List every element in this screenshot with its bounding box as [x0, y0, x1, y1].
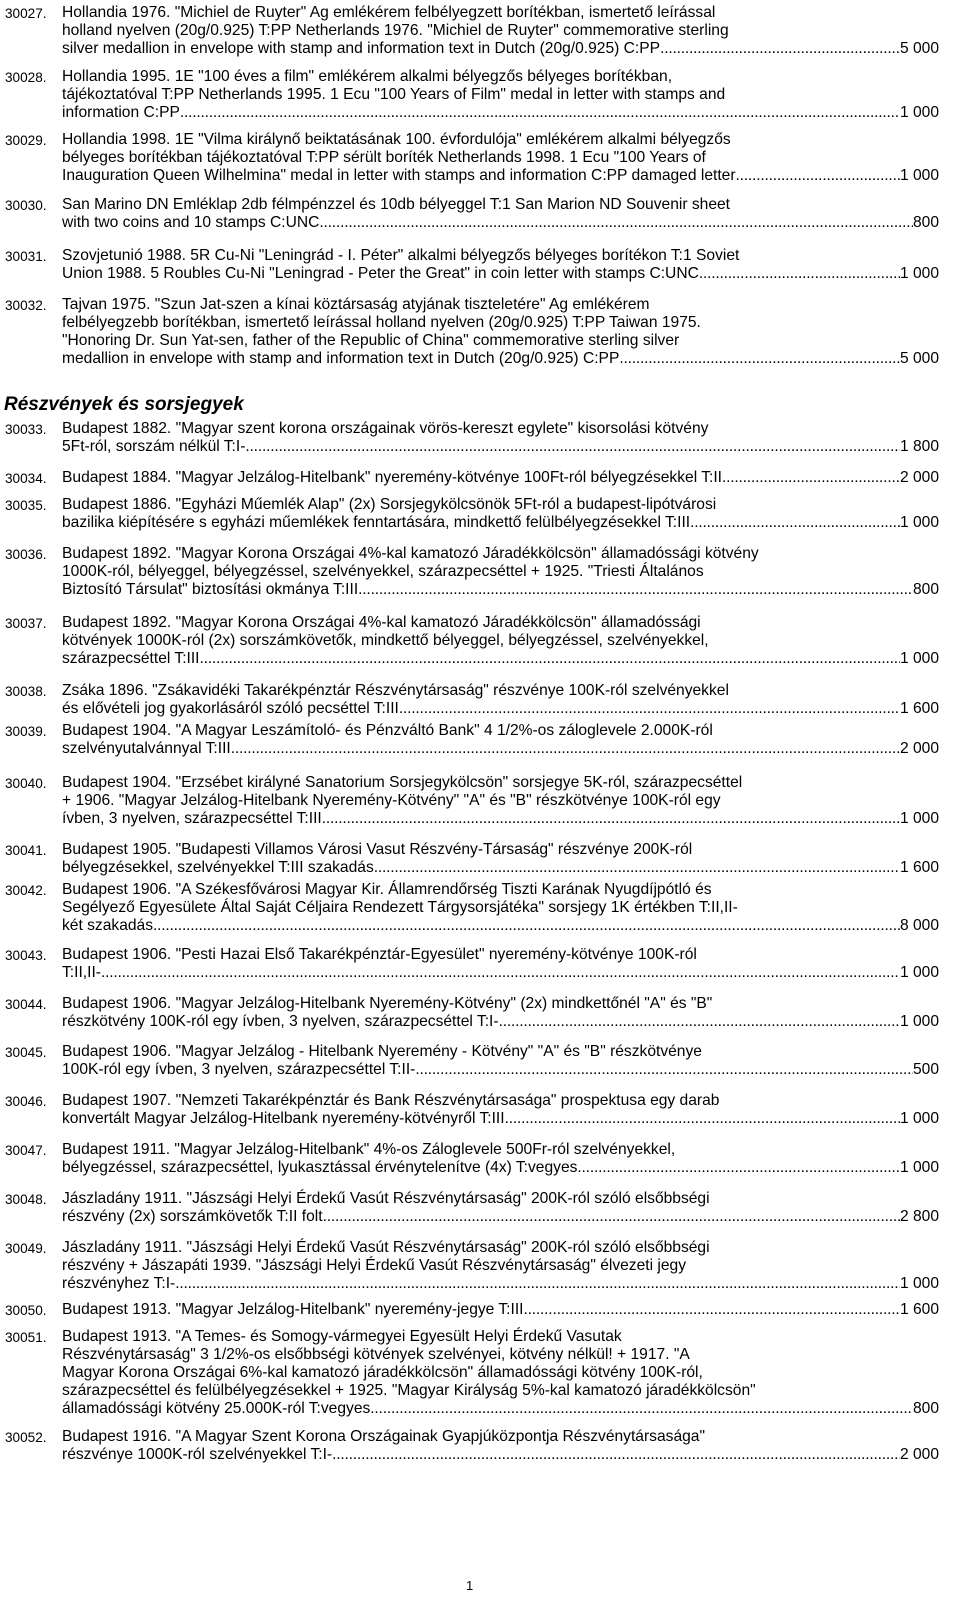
description-line	[62, 1061, 939, 1079]
lot-price: 1 000	[899, 1159, 939, 1176]
description-line	[62, 740, 939, 758]
description-text: 100K-ról egy ívben, 3 nyelven, szárazpecséttel T:II-	[62, 1061, 416, 1078]
description-text: Hollandia 1995. 1E "100 éves a film" emlékérem alkalmi bélyegzős bélyeges borítékban,	[62, 68, 673, 85]
lot-entry	[0, 995, 960, 1031]
description-line	[62, 810, 939, 828]
lot-description	[62, 545, 939, 599]
lot-entry	[0, 196, 960, 232]
lot-description	[62, 995, 939, 1031]
lot-entry	[0, 1328, 960, 1418]
lot-price: 5 000	[899, 350, 939, 367]
lot-number: 30042.	[5, 883, 47, 898]
lot-number: 30033.	[5, 422, 47, 437]
description-text: Tajvan 1975. "Szun Jat-szen a kínai köztársaság atyjának tiszteletére" Ag emlékérem	[62, 296, 650, 313]
lot-description	[62, 722, 939, 758]
dot-leader	[415, 1061, 913, 1079]
description-text: két szakadás	[62, 917, 154, 934]
lot-price: 1 600	[899, 859, 939, 876]
lot-description	[62, 196, 939, 232]
description-text: részkötvény 100K-ról egy ívben, 3 nyelven, szárazpecséttel T:I-	[62, 1013, 499, 1030]
lot-number: 30032.	[5, 298, 47, 313]
lot-entry	[0, 68, 960, 122]
description-text: T:II,II-	[62, 964, 101, 981]
description-text: Segélyező Egyesülete Által Saját Céljaira Rendezett Tárgysorsjátéka" sorsjegy 1K értékben T:II,II-	[62, 899, 738, 916]
lot-price: 8 000	[899, 917, 939, 934]
lot-price: 1 000	[899, 167, 939, 184]
description-text: Budapest 1906. "Magyar Jelzálog - Hitelbank Nyeremény - Kötvény" "A" és "B" részkötvénye	[62, 1043, 702, 1060]
description-line	[62, 149, 939, 167]
description-line	[62, 563, 939, 581]
description-text: Budapest 1884. "Magyar Jelzálog-Hitelbank" nyeremény-kötvénye 100Ft-ról bélyegzésekkel T:II	[62, 469, 723, 486]
dot-leader	[101, 964, 900, 982]
description-line	[62, 946, 939, 964]
description-text: Budapest 1913. "Magyar Jelzálog-Hitelbank" nyeremény-jegye T:III	[62, 1301, 524, 1318]
description-line	[62, 1239, 939, 1257]
lot-price: 1 000	[899, 650, 939, 667]
lot-price: 1 000	[899, 104, 939, 121]
description-line	[62, 1043, 939, 1061]
dot-leader	[245, 438, 900, 456]
lot-entry	[0, 296, 960, 368]
dot-leader	[358, 581, 913, 599]
lot-number: 30044.	[5, 997, 47, 1012]
lot-number: 30051.	[5, 1330, 47, 1345]
description-line	[62, 68, 939, 86]
description-line	[62, 514, 939, 532]
description-text: Budapest 1911. "Magyar Jelzálog-Hitelbank" 4%-os Záloglevele 500Fr-ról szelvényekkel,	[62, 1141, 676, 1158]
description-text: Jászladány 1911. "Jászsági Helyi Érdekű Vasút Részvénytársaság" 200K-ról szóló elsőbbségi	[62, 1239, 710, 1256]
lot-number: 30039.	[5, 724, 47, 739]
description-line	[62, 332, 939, 350]
description-text: ívben, 3 nyelven, szárazpecséttel T:III	[62, 810, 322, 827]
lot-description	[62, 1092, 939, 1128]
dot-leader	[374, 859, 900, 877]
lot-description	[62, 774, 939, 828]
lot-number: 30043.	[5, 948, 47, 963]
description-line	[62, 917, 939, 935]
lot-price: 2 000	[899, 469, 939, 486]
description-text: Budapest 1904. "Erzsébet királyné Sanatorium Sorsjegykölcsön" sorsjegye 5K-ról, szárazpecséttel	[62, 774, 743, 791]
lot-description	[62, 614, 939, 668]
lot-entry	[0, 682, 960, 718]
description-text: bélyegzésekkel, szelvényekkel T:III szakadás	[62, 859, 374, 876]
description-text: Inauguration Queen Wilhelmina" medal in letter with stamps and information C:PP damaged letter	[62, 167, 736, 184]
description-text: silver medallion in envelope with stamp and information text in Dutch (20g/0.925) C:PP	[62, 40, 661, 57]
lot-price: 1 000	[899, 810, 939, 827]
lot-description	[62, 247, 939, 283]
description-text: medallion in envelope with stamp and information text in Dutch (20g/0.925) C:PP	[62, 350, 620, 367]
lot-description	[62, 68, 939, 122]
description-line	[62, 496, 939, 514]
lot-entry	[0, 4, 960, 58]
description-line	[62, 632, 939, 650]
lot-entry	[0, 1190, 960, 1226]
description-text: Szovjetunió 1988. 5R Cu-Ni "Leningrád - I. Péter" alkalmi bélyegzős bélyeges borítékon T:1 Soviet	[62, 247, 740, 264]
description-line	[62, 104, 939, 122]
page-number: 1	[466, 1578, 474, 1593]
lot-entry	[0, 420, 960, 456]
lot-price: 2 000	[899, 740, 939, 757]
description-text: with two coins and 10 stamps C:UNC	[62, 214, 320, 231]
description-line	[62, 1190, 939, 1208]
lot-price: 800	[912, 214, 939, 231]
description-text: részvénye 1000K-ról szelvényekkel T:I-	[62, 1446, 333, 1463]
dot-leader	[699, 265, 900, 283]
description-text: államadóssági kötvény 25.000K-ról T:vegyes	[62, 1400, 371, 1417]
lot-price: 500	[912, 1061, 939, 1078]
description-line	[62, 1141, 939, 1159]
section-title: Részvények és sorsjegyek	[4, 394, 244, 415]
lot-entry	[0, 1092, 960, 1128]
description-line	[62, 265, 939, 283]
lot-price: 1 000	[899, 1110, 939, 1127]
lot-price: 1 600	[899, 700, 939, 717]
lot-description	[62, 881, 939, 935]
lot-price: 1 800	[899, 438, 939, 455]
description-text: Részvénytársaság" 3 1/2%-os elsőbbségi kötvények szelvényei, kötvény nélkül! + 1917. "A	[62, 1346, 690, 1363]
description-text: Union 1988. 5 Roubles Cu-Ni "Leningrad - Peter the Great" in coin letter with stamps C:UNC	[62, 265, 699, 282]
description-line	[62, 841, 939, 859]
description-line	[62, 545, 939, 563]
description-line	[62, 22, 939, 40]
lot-number: 30035.	[5, 498, 47, 513]
description-text: és elővételi jog gyakorlásáról szóló pecséttel T:III	[62, 700, 399, 717]
lot-price: 2 800	[899, 1208, 939, 1225]
lot-entry	[0, 469, 960, 487]
lot-number: 30041.	[5, 843, 47, 858]
lot-entry	[0, 946, 960, 982]
lot-entry	[0, 614, 960, 668]
description-line	[62, 420, 939, 438]
description-text: szárazpecséttel T:III	[62, 650, 200, 667]
description-text: 5Ft-ról, sorszám nélkül T:I-	[62, 438, 246, 455]
description-text: bélyeges borítékban tájékoztatóval T:PP sérült boríték Netherlands 1998. 1 Ecu "100 Years of	[62, 149, 706, 166]
description-line	[62, 350, 939, 368]
lot-number: 30029.	[5, 133, 47, 148]
description-text: tájékoztatóval T:PP Netherlands 1995. 1 Ecu "100 Years of Film" medal in letter with stamps and	[62, 86, 726, 103]
description-line	[62, 859, 939, 877]
lot-description	[62, 682, 939, 718]
description-line	[62, 581, 939, 599]
description-text: Budapest 1907. "Nemzeti Takarékpénztár és Bank Részvénytársasága" prospektusa egy darab	[62, 1092, 720, 1109]
lot-description	[62, 496, 939, 532]
description-line	[62, 614, 939, 632]
description-line	[62, 1346, 939, 1364]
dot-leader	[323, 1208, 900, 1226]
description-line	[62, 247, 939, 265]
dot-leader	[499, 1013, 900, 1031]
lot-number: 30048.	[5, 1192, 47, 1207]
description-text: Biztosító Társulat" biztosítási okmánya T:III	[62, 581, 359, 598]
lot-number: 30037.	[5, 616, 47, 631]
lot-description	[62, 1141, 939, 1177]
description-line	[62, 1446, 939, 1464]
lot-number: 30028.	[5, 70, 47, 85]
lot-entry	[0, 545, 960, 599]
description-text: bélyegzéssel, szárazpecséttel, lyukasztással érvénytelenítve (4x) T:vegyes	[62, 1159, 578, 1176]
dot-leader	[505, 1110, 900, 1128]
description-text: bazilika kiépítésére s egyházi műemlékek fenntartására, mindkettő felülbélyegzésekkel T:III	[62, 514, 691, 531]
description-text: Budapest 1892. "Magyar Korona Országai 4%-kal kamatozó Járadékkölcsön" államadóssági	[62, 614, 701, 631]
description-line	[62, 314, 939, 332]
description-line	[62, 1257, 939, 1275]
lot-entry	[0, 496, 960, 532]
dot-leader	[322, 810, 900, 828]
lot-entry	[0, 1239, 960, 1293]
lot-entry	[0, 1301, 960, 1319]
description-text: holland nyelven (20g/0.925) T:PP Netherlands 1976. "Michiel de Ruyter" commemorative sterling	[62, 22, 729, 39]
lot-number: 30050.	[5, 1303, 47, 1318]
lot-description	[62, 420, 939, 456]
lot-description	[62, 296, 939, 368]
description-text: szárazpecséttel és felülbélyegzésekkel + 1925. "Magyar Királyság 5%-kal kamatozó járadékkölcsön"	[62, 1382, 756, 1399]
lot-entry	[0, 247, 960, 283]
description-text: Magyar Korona Országai 6%-kal kamatozó járadékkölcsön" államadóssági kötvény 100K-ról,	[62, 1364, 703, 1381]
description-text: Budapest 1905. "Budapesti Villamos Városi Vasut Részvény-Társaság" részvénye 200K-ról	[62, 841, 693, 858]
dot-leader	[690, 514, 900, 532]
description-line	[62, 214, 939, 232]
dot-leader	[524, 1301, 900, 1319]
dot-leader	[370, 1400, 913, 1418]
description-line	[62, 40, 939, 58]
lot-entry	[0, 1043, 960, 1079]
dot-leader	[153, 917, 900, 935]
lot-number: 30049.	[5, 1241, 47, 1256]
lot-number: 30031.	[5, 249, 47, 264]
description-text: Budapest 1904. "A Magyar Leszámítoló- és Pénzváltó Bank" 4 1/2%-os záloglevele 2.000K-ról	[62, 722, 713, 739]
description-line	[62, 167, 939, 185]
description-text: Budapest 1882. "Magyar szent korona országainak vörös-kereszt egylete" kisorsolási kötvény	[62, 420, 709, 437]
lot-price: 1 000	[899, 1013, 939, 1030]
description-line	[62, 792, 939, 810]
lot-number: 30047.	[5, 1143, 47, 1158]
description-text: Zsáka 1896. "Zsákavidéki Takarékpénztár Részvénytársaság" részvénye 100K-ról szelvényekkel	[62, 682, 729, 699]
lot-number: 30040.	[5, 776, 47, 791]
dot-leader	[175, 1275, 900, 1293]
dot-leader	[332, 1446, 900, 1464]
lot-description	[62, 4, 939, 58]
lot-description	[62, 946, 939, 982]
lot-description	[62, 1428, 939, 1464]
description-text: kötvények 1000K-ról (2x) sorszámkövetők, mindkettő bélyeggel, bélyegzéssel, szelvényekkel,	[62, 632, 709, 649]
dot-leader	[619, 350, 900, 368]
lot-description	[62, 131, 939, 185]
description-line	[62, 881, 939, 899]
description-line	[62, 131, 939, 149]
description-line	[62, 1013, 939, 1031]
description-line	[62, 995, 939, 1013]
dot-leader	[231, 740, 900, 758]
description-line	[62, 700, 939, 718]
description-text: konvertált Magyar Jelzálog-Hitelbank nyeremény-kötvényről T:III	[62, 1110, 505, 1127]
lot-number: 30046.	[5, 1094, 47, 1109]
description-line	[62, 1110, 939, 1128]
description-text: Jászladány 1911. "Jászsági Helyi Érdekű Vasút Részvénytársaság" 200K-ról szóló elsőbbségi	[62, 1190, 710, 1207]
description-text: Budapest 1916. "A Magyar Szent Korona Országainak Gyapjúközpontja Részvénytársasága"	[62, 1428, 705, 1445]
dot-leader	[660, 40, 900, 58]
lot-entry	[0, 1141, 960, 1177]
description-line	[62, 469, 939, 487]
lot-price: 2 000	[899, 1446, 939, 1463]
description-line	[62, 682, 939, 700]
lot-number: 30027.	[5, 6, 47, 21]
lot-description	[62, 469, 939, 487]
lot-number: 30038.	[5, 684, 47, 699]
description-text: felbélyegzebb borítékban, ismertető leírással holland nyelven (20g/0.925) T:PP Taiwan 1975.	[62, 314, 701, 331]
description-line	[62, 4, 939, 22]
dot-leader	[736, 167, 900, 185]
description-line	[62, 1159, 939, 1177]
description-line	[62, 650, 939, 668]
description-line	[62, 296, 939, 314]
description-text: részvény + Jászapáti 1939. "Jászsági Helyi Érdekű Vasút Részvénytársaság" élvezeti jegy	[62, 1257, 687, 1274]
lot-description	[62, 841, 939, 877]
description-line	[62, 86, 939, 104]
lot-price: 5 000	[899, 40, 939, 57]
description-text: részvény (2x) sorszámkövetők T:II folt	[62, 1208, 323, 1225]
lot-price: 1 000	[899, 1275, 939, 1292]
lot-entry	[0, 774, 960, 828]
lot-number: 30030.	[5, 198, 47, 213]
description-line	[62, 899, 939, 917]
description-line	[62, 1092, 939, 1110]
description-text: Budapest 1886. "Egyházi Műemlék Alap" (2x) Sorsjegykölcsönök 5Ft-ról a budapest-lipótvárosi	[62, 496, 717, 513]
lot-number: 30036.	[5, 547, 47, 562]
dot-leader	[200, 650, 900, 668]
lot-entry	[0, 841, 960, 877]
description-line	[62, 1382, 939, 1400]
description-line	[62, 722, 939, 740]
lot-entry	[0, 881, 960, 935]
lot-number: 30034.	[5, 471, 47, 486]
description-text: részvényhez T:I-	[62, 1275, 176, 1292]
description-text: San Marino DN Emléklap 2db félmpénzzel és 10db bélyeggel T:1 San Marion ND Souvenir sheet	[62, 196, 731, 213]
description-line	[62, 1400, 939, 1418]
lot-description	[62, 1328, 939, 1418]
description-text: Hollandia 1976. "Michiel de Ruyter" Ag emlékérem felbélyegzett borítékban, ismertető leírással	[62, 4, 716, 21]
description-line	[62, 196, 939, 214]
dot-leader	[577, 1159, 900, 1177]
description-line	[62, 1275, 939, 1293]
description-line	[62, 1364, 939, 1382]
description-line	[62, 438, 939, 456]
dot-leader	[319, 214, 913, 232]
lot-number: 30052.	[5, 1430, 47, 1445]
lot-price: 1 000	[899, 964, 939, 981]
dot-leader	[180, 104, 900, 122]
description-text: Hollandia 1998. 1E "Vilma királynő beiktatásának 100. évfordulója" emlékérem alkalmi bélyegzős	[62, 131, 731, 148]
lot-entry	[0, 131, 960, 185]
description-line	[62, 1301, 939, 1319]
lot-price: 1 600	[899, 1301, 939, 1318]
description-text: 1000K-ról, bélyeggel, bélyegzéssel, szelvényekkel, szárazpecséttel + 1925. "Triesti Általános	[62, 563, 704, 580]
description-text: szelvényutalvánnyal T:III	[62, 740, 231, 757]
lot-description	[62, 1190, 939, 1226]
dot-leader	[722, 469, 900, 487]
description-text: Budapest 1906. "A Székesfővárosi Magyar Kir. Államrendőrség Tiszti Karának Nyugdíjpótló és	[62, 881, 712, 898]
description-text: Budapest 1913. "A Temes- és Somogy-vármegyei Egyesült Helyi Érdekű Vasutak	[62, 1328, 622, 1345]
lot-price: 800	[912, 1400, 939, 1417]
lot-description	[62, 1239, 939, 1293]
description-text: information C:PP	[62, 104, 180, 121]
description-text: Budapest 1906. "Magyar Jelzálog-Hitelbank Nyeremény-Kötvény" (2x) mindkettőnél "A" és "B"	[62, 995, 713, 1012]
lot-number: 30045.	[5, 1045, 47, 1060]
lot-price: 1 000	[899, 514, 939, 531]
lot-description	[62, 1301, 939, 1319]
lot-entry	[0, 722, 960, 758]
description-text: + 1906. "Magyar Jelzálog-Hitelbank Nyeremény-Kötvény" "A" és "B" részkötvénye 100K-ról egy	[62, 792, 721, 809]
lot-description	[62, 1043, 939, 1079]
lot-price: 800	[912, 581, 939, 598]
description-line	[62, 1208, 939, 1226]
description-text: "Honoring Dr. Sun Yat-sen, father of the Republic of China" commemorative sterling silver	[62, 332, 680, 349]
description-line	[62, 1328, 939, 1346]
description-line	[62, 964, 939, 982]
description-line	[62, 1428, 939, 1446]
description-line	[62, 774, 939, 792]
lot-price: 1 000	[899, 265, 939, 282]
dot-leader	[399, 700, 900, 718]
description-text: Budapest 1892. "Magyar Korona Országai 4%-kal kamatozó Járadékkölcsön" államadóssági kötvény	[62, 545, 759, 562]
lot-entry	[0, 1428, 960, 1464]
description-text: Budapest 1906. "Pesti Hazai Első Takarékpénztár-Egyesület" nyeremény-kötvénye 100K-ról	[62, 946, 697, 963]
